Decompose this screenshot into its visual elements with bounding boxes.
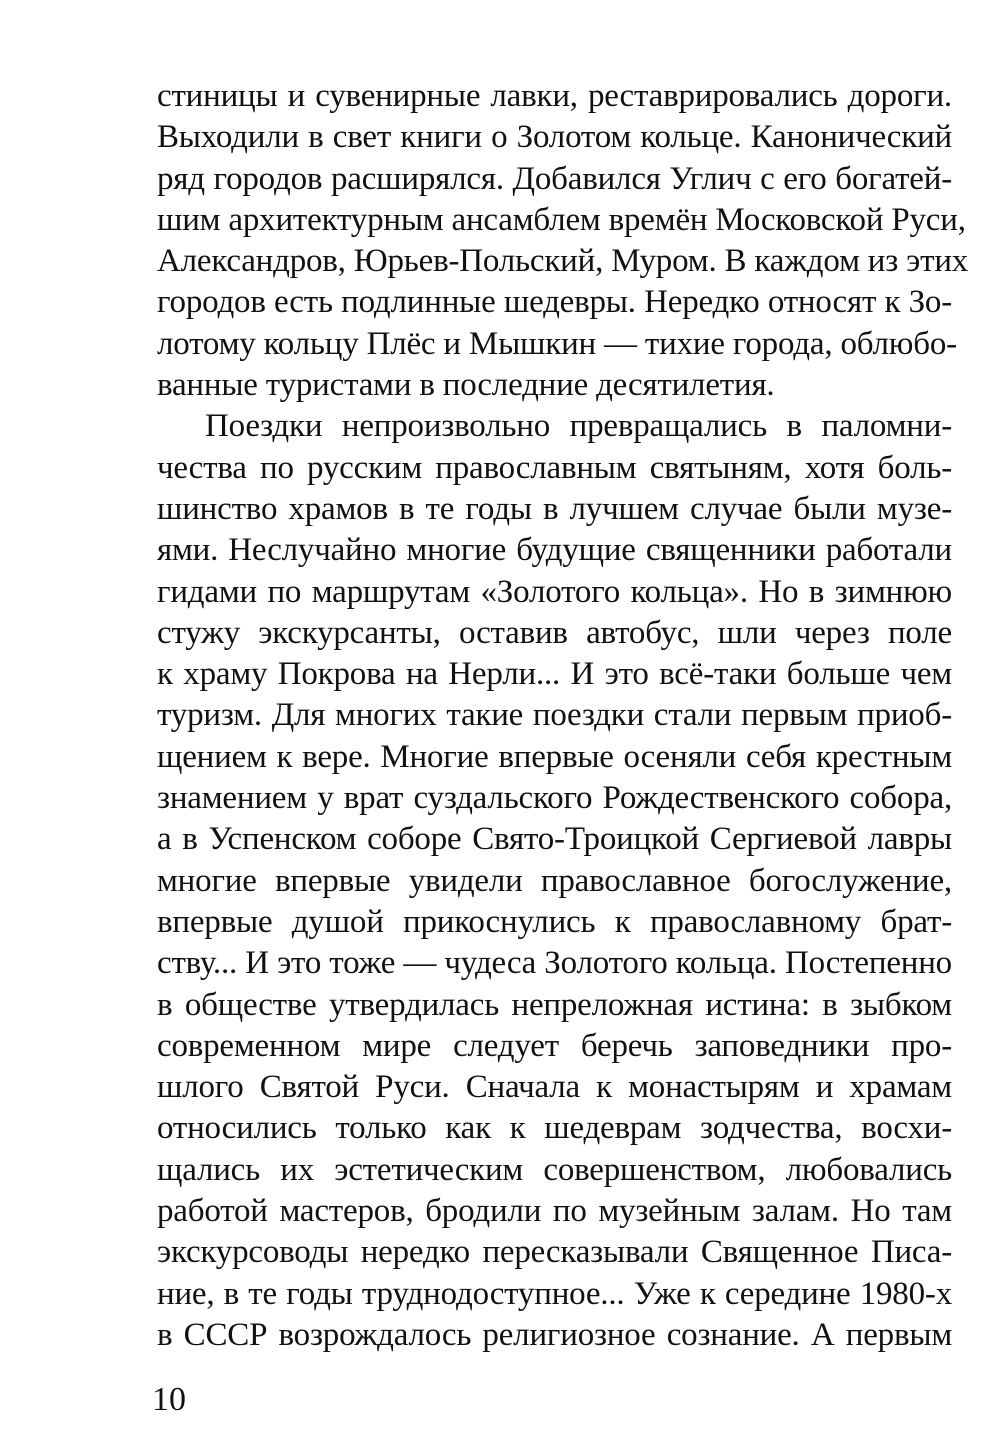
text-line: гидами по маршрутам «Золотого кольца». Но в зимнюю <box>157 573 952 610</box>
text-line: экскурсоводы нередко пересказывали Священное Писа- <box>157 1234 952 1271</box>
text-line: к храму Покрова на Нерли... И это всё-таки больше чем <box>157 656 952 693</box>
page-number: 10 <box>152 1381 186 1418</box>
text-line: Поездки непроизвольно превращались в паломни- <box>205 408 952 445</box>
text-line: ние, в те годы труднодоступное... Уже к середине 1980-х <box>157 1275 952 1312</box>
text-line: стужу экскурсанты, оставив автобус, шли через поле <box>157 614 952 651</box>
text-line: шим архитектурным ансамблем времён Московской Руси, <box>157 201 966 238</box>
text-line: ряд городов расширялся. Добавился Углич с его богатей- <box>157 160 952 197</box>
text-line: лотому кольцу Плёс и Мышкин — тихие города, облюбо- <box>157 325 957 362</box>
text-line: шлого Святой Руси. Сначала к монастырям и храмам <box>157 1069 952 1106</box>
text-line: туризм. Для многих такие поездки стали первым приоб- <box>157 697 952 734</box>
text-line: впервые душой прикоснулись к православному брат- <box>157 903 952 940</box>
text-line: Александров, Юрьев-Польский, Муром. В каждом из этих <box>157 243 969 280</box>
text-line: в СССР возрождалось религиозное сознание. А первым <box>157 1316 952 1353</box>
text-line: чества по русским православным святыням, хотя боль- <box>157 449 952 486</box>
text-line: относились только как к шедеврам зодчества, восхи- <box>157 1110 952 1147</box>
text-line: знамением у врат суздальского Рождественского собора, <box>157 780 952 817</box>
text-line: щались их эстетическим совершенством, любовались <box>157 1151 952 1188</box>
text-line: ями. Неслучайно многие будущие священники работали <box>157 532 952 569</box>
text-line: а в Успенском соборе Свято-Троицкой Сергиевой лавры <box>157 821 952 858</box>
text-line: стиницы и сувенирные лавки, реставрировались дороги. <box>157 78 952 114</box>
body-text <box>157 76 969 1356</box>
text-line: ству... И это тоже — чудеса Золотого кольца. Постепенно <box>157 945 952 982</box>
text-line: многие впервые увидели православное богослужение, <box>157 862 952 899</box>
text-line: шинство храмов в те годы в лучшем случае были музе- <box>157 490 952 527</box>
text-line: городов есть подлинные шедевры. Нередко относят к Зо- <box>157 284 952 321</box>
text-line: работой мастеров, бродили по музейным залам. Но там <box>157 1193 952 1230</box>
text-line: Выходили в свет книги о Золотом кольце. Канонический <box>157 119 952 156</box>
text-line: ванные туристами в последние десятилетия. <box>157 367 775 404</box>
text-line: в обществе утвердилась непреложная истина: в зыбком <box>157 986 952 1023</box>
text-line: современном мире следует беречь заповедники про- <box>157 1027 952 1064</box>
text-line: щением к вере. Многие впервые осеняли себя крестным <box>157 738 952 775</box>
